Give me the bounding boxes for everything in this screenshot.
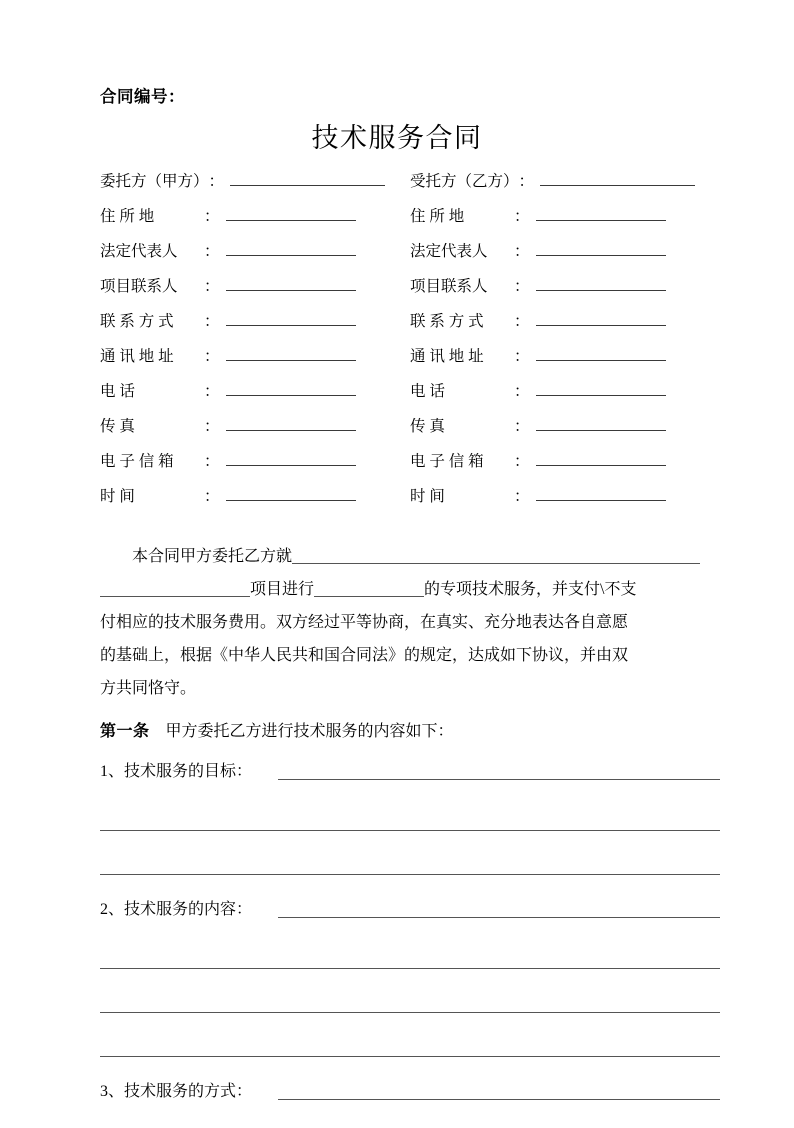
form-row bbox=[0, 240, 794, 275]
field-colon: ： bbox=[514, 243, 530, 260]
form-field-right bbox=[410, 450, 730, 485]
field-blank-line[interactable] bbox=[226, 205, 356, 221]
field-colon: ： bbox=[204, 208, 220, 225]
form-field-left bbox=[100, 380, 410, 415]
service-item-blank-line[interactable] bbox=[100, 1012, 720, 1013]
form-field-right bbox=[410, 310, 730, 345]
field-label: 电 话 bbox=[410, 383, 445, 400]
clause-one-heading bbox=[100, 718, 454, 741]
field-colon: ： bbox=[204, 418, 220, 435]
form-field-left bbox=[100, 275, 410, 310]
field-colon: ： bbox=[208, 173, 225, 190]
field-colon: ： bbox=[204, 383, 220, 400]
form-field-right bbox=[410, 380, 730, 415]
field-blank-line[interactable] bbox=[536, 205, 666, 221]
service-item-label: 3、技术服务的方式： bbox=[100, 1083, 253, 1100]
field-blank-line[interactable] bbox=[226, 485, 356, 501]
preamble-line-2 bbox=[100, 573, 720, 606]
field-colon: ： bbox=[204, 348, 220, 365]
service-item-blank-line[interactable] bbox=[100, 1056, 720, 1057]
field-label: 时 间 bbox=[100, 488, 135, 505]
form-field-left bbox=[100, 310, 410, 345]
form-row bbox=[0, 310, 794, 345]
form-field-right bbox=[410, 240, 730, 275]
service-item-blank-line[interactable] bbox=[100, 968, 720, 969]
form-row bbox=[0, 275, 794, 310]
form-row bbox=[0, 345, 794, 380]
form-field-left bbox=[100, 450, 410, 485]
field-colon: ： bbox=[514, 453, 530, 470]
form-field-left bbox=[100, 345, 410, 380]
form-row bbox=[0, 205, 794, 240]
field-colon: ： bbox=[204, 488, 220, 505]
form-field-left bbox=[100, 170, 410, 205]
field-colon: ： bbox=[204, 278, 220, 295]
party-info-form bbox=[0, 170, 794, 520]
preamble-line-1-text: 本合同甲方委托乙方就 bbox=[132, 548, 293, 565]
field-colon: ： bbox=[204, 313, 220, 330]
field-blank-line[interactable] bbox=[536, 275, 666, 291]
preamble-line-4-text: 的基础上，根据《中华人民共和国合同法》的规定，达成如下协议，并由双 bbox=[100, 647, 629, 664]
preamble-blank-1[interactable] bbox=[292, 545, 700, 564]
preamble-line-3-text: 付相应的技术服务费用。双方经过平等协商，在真实、充分地表达各自意愿 bbox=[100, 614, 629, 631]
field-colon: ： bbox=[514, 418, 530, 435]
field-label: 法定代表人 bbox=[410, 243, 488, 260]
field-label: 通 讯 地 址 bbox=[100, 348, 174, 365]
field-label: 传 真 bbox=[100, 418, 135, 435]
document-title: 技术服务合同 bbox=[311, 123, 483, 153]
service-item-blank-line[interactable] bbox=[278, 779, 720, 780]
form-field-right bbox=[410, 345, 730, 380]
field-blank-line[interactable] bbox=[226, 345, 356, 361]
field-label: 传 真 bbox=[410, 418, 445, 435]
form-field-left bbox=[100, 240, 410, 275]
field-blank-line[interactable] bbox=[226, 310, 356, 326]
field-label: 住 所 地 bbox=[100, 208, 155, 225]
field-label: 电 子 信 箱 bbox=[100, 453, 174, 470]
field-colon: ： bbox=[204, 453, 220, 470]
service-items-list bbox=[100, 758, 720, 1128]
form-field-left bbox=[100, 415, 410, 450]
form-row bbox=[0, 485, 794, 520]
field-colon: ： bbox=[514, 383, 530, 400]
field-label: 项目联系人 bbox=[100, 278, 178, 295]
field-label: 联 系 方 式 bbox=[410, 313, 484, 330]
service-item-label: 1、技术服务的目标： bbox=[100, 763, 253, 780]
field-colon: ： bbox=[514, 208, 530, 225]
service-item-continuation-row bbox=[100, 990, 720, 1034]
field-colon: ： bbox=[204, 243, 220, 260]
service-item bbox=[100, 758, 720, 808]
form-field-right bbox=[410, 170, 730, 205]
preamble-line-5-text: 方共同恪守。 bbox=[100, 680, 197, 697]
field-colon: ： bbox=[514, 278, 530, 295]
preamble-line-3 bbox=[100, 606, 720, 639]
field-label: 联 系 方 式 bbox=[100, 313, 174, 330]
form-row bbox=[0, 170, 794, 205]
service-item-blank-line[interactable] bbox=[278, 1099, 720, 1100]
field-blank-line[interactable] bbox=[226, 240, 356, 256]
service-item-blank-line[interactable] bbox=[278, 917, 720, 918]
preamble-blank-2[interactable] bbox=[100, 578, 250, 597]
field-colon: ： bbox=[518, 173, 535, 190]
field-blank-line[interactable] bbox=[226, 415, 356, 431]
form-row bbox=[0, 415, 794, 450]
service-item-continuation-row bbox=[100, 946, 720, 990]
clause-one-number: 第一条 bbox=[100, 723, 150, 740]
preamble-blank-3[interactable] bbox=[314, 578, 424, 597]
field-colon: ： bbox=[514, 348, 530, 365]
form-field-left bbox=[100, 205, 410, 240]
preamble-line-4 bbox=[100, 639, 720, 672]
service-item-label: 2、技术服务的内容： bbox=[100, 901, 253, 918]
service-item-continuation-row bbox=[100, 808, 720, 852]
preamble-line-1 bbox=[100, 540, 720, 573]
field-colon: ： bbox=[514, 488, 530, 505]
form-row bbox=[0, 450, 794, 485]
field-label: 法定代表人 bbox=[100, 243, 178, 260]
field-label: 住 所 地 bbox=[410, 208, 465, 225]
service-item-blank-line[interactable] bbox=[100, 830, 720, 831]
form-field-right bbox=[410, 415, 730, 450]
field-blank-line[interactable] bbox=[226, 450, 356, 466]
form-field-left bbox=[100, 485, 410, 520]
field-colon: ： bbox=[514, 313, 530, 330]
form-field-right bbox=[410, 205, 730, 240]
field-blank-line[interactable] bbox=[536, 485, 666, 501]
form-field-right bbox=[410, 485, 730, 520]
contract-preamble bbox=[100, 540, 720, 705]
field-label: 电 话 bbox=[100, 383, 135, 400]
field-blank-line[interactable] bbox=[226, 380, 356, 396]
clause-one-text: 甲方委托乙方进行技术服务的内容如下： bbox=[165, 723, 454, 740]
field-label: 委托方（甲方） bbox=[100, 173, 209, 190]
field-blank-line[interactable] bbox=[540, 170, 695, 186]
field-blank-line[interactable] bbox=[536, 345, 666, 361]
field-label: 项目联系人 bbox=[410, 278, 488, 295]
field-blank-line[interactable] bbox=[536, 240, 666, 256]
service-item-blank-line[interactable] bbox=[100, 874, 720, 875]
field-blank-line[interactable] bbox=[536, 450, 666, 466]
service-item bbox=[100, 896, 720, 946]
service-item-continuation-row bbox=[100, 852, 720, 896]
form-row bbox=[0, 380, 794, 415]
preamble-line-2-mid: 项目进行 bbox=[250, 581, 315, 598]
field-label: 时 间 bbox=[410, 488, 445, 505]
field-label: 通 讯 地 址 bbox=[410, 348, 484, 365]
contract-number-label: 合同编号： bbox=[100, 88, 185, 106]
service-item-continuation-row bbox=[100, 1034, 720, 1078]
field-label: 受托方（乙方） bbox=[410, 173, 519, 190]
field-blank-line[interactable] bbox=[536, 380, 666, 396]
field-blank-line[interactable] bbox=[230, 170, 385, 186]
field-blank-line[interactable] bbox=[536, 310, 666, 326]
preamble-line-5 bbox=[100, 672, 720, 705]
preamble-line-2-tail: 的专项技术服务，并支付\不支 bbox=[424, 581, 637, 598]
field-blank-line[interactable] bbox=[226, 275, 356, 291]
field-label: 电 子 信 箱 bbox=[410, 453, 484, 470]
field-blank-line[interactable] bbox=[536, 415, 666, 431]
service-item bbox=[100, 1078, 720, 1128]
form-field-right bbox=[410, 275, 730, 310]
